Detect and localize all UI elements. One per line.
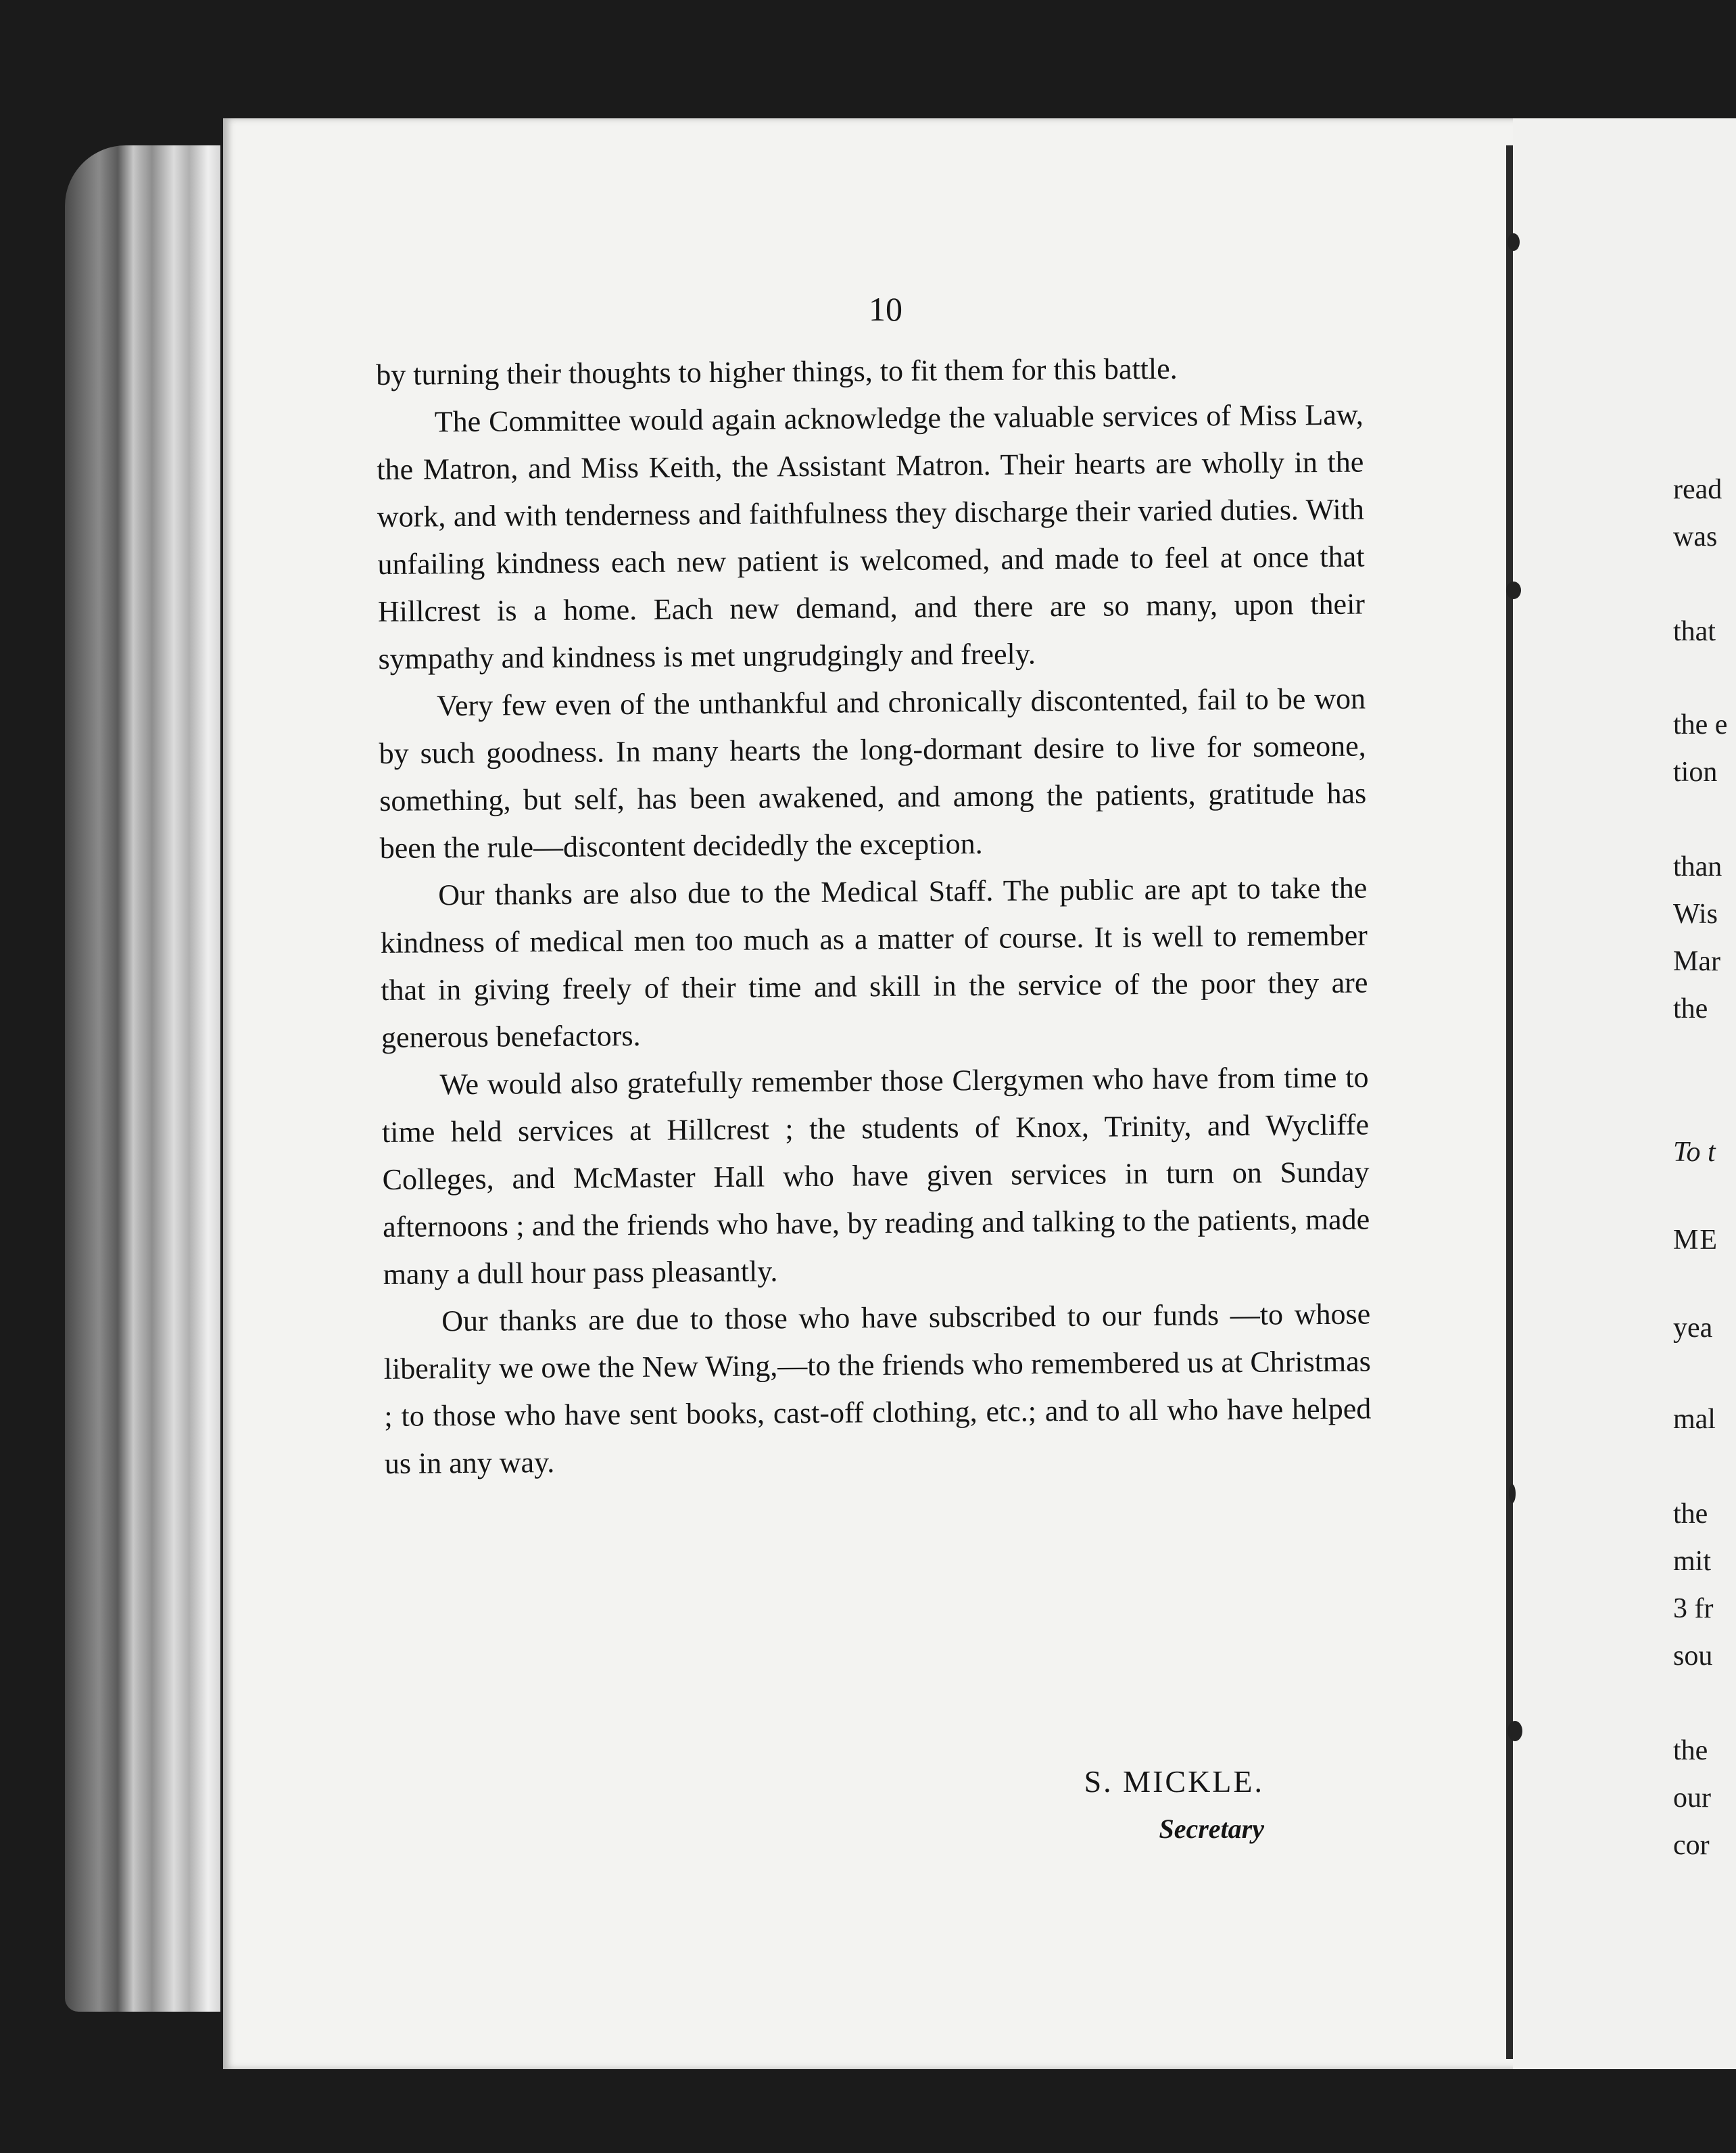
paragraph: We would also gratefully remember those Clergymen who have from time to time held services at Hillcrest ; the students of Knox, Trinity, and Wycliffe Colleges, and McMaster Hall who have given services in turn on Sunday afternoons ; and the friends who have, by reading and talking to the patients, made many a dull hour pass pleasantly.: [381, 1060, 1370, 1291]
facing-fragment: than: [1673, 851, 1722, 882]
facing-fragment: tion: [1673, 757, 1718, 788]
facing-fragment: yea: [1673, 1312, 1713, 1344]
paragraph: by turning their thoughts to higher things, to fit them for this battle.: [376, 352, 1178, 392]
binding-thread-mark: [1508, 1721, 1522, 1741]
signature-block: [1007, 1758, 1264, 1853]
facing-fragment: the: [1673, 1735, 1708, 1766]
facing-fragment: read: [1673, 474, 1722, 505]
facing-fragment: Wis: [1673, 899, 1718, 930]
facing-fragment: the e: [1673, 709, 1728, 740]
facing-fragment: 3 fr: [1673, 1593, 1714, 1624]
right-page: [1513, 118, 1736, 2069]
facing-fragment: that: [1673, 616, 1716, 647]
facing-fragment: mal: [1673, 1404, 1716, 1435]
facing-fragment: ME: [1673, 1225, 1718, 1256]
body-text: [376, 344, 1372, 1488]
facing-fragment: Mar: [1673, 946, 1720, 977]
page-edges: [65, 145, 220, 2012]
paragraph: Very few even of the unthankful and chronically discontented, fail to be won by such goodness. In many hearts the long-dormant desire to live for someone, something, but self, has been awakened, and among the patients, gratitude has been the rule—discontent decidedly the exception.: [379, 682, 1367, 865]
facing-fragment: To t: [1673, 1137, 1716, 1168]
signatory-title: Secretary: [1159, 1814, 1264, 1844]
facing-fragment: was: [1673, 521, 1718, 552]
paragraph: Our thanks are due to those who have subscribed to our funds —to whose liberality we owe the New Wing,—to the friends who remembered us at Christmas ; to those who have sent books, cast-off clothing, etc.; and to all who have helped us in any way.: [383, 1297, 1372, 1480]
signatory-name: S. MICKLE.: [1084, 1764, 1264, 1799]
page-number: 10: [869, 290, 902, 328]
facing-fragment: our: [1673, 1782, 1711, 1814]
facing-fragment: the: [1673, 1498, 1708, 1530]
book-gutter: [1506, 145, 1513, 2059]
facing-fragment: the: [1673, 993, 1708, 1024]
facing-fragment: cor: [1673, 1830, 1710, 1861]
binding-thread-mark: [1506, 582, 1521, 599]
paragraph: The Committee would again acknowledge the valuable services of Miss Law, the Matron, and Miss Keith, the Assistant Matron. Their hearts are wholly in the work, and with tenderness and faithfulness they discharge their varied duties. With unfailing kindness each new patient is welcomed, and made to feel at once that Hillcrest is a home. Each new demand, and there are so many, upon their sympathy and kindness is met ungrudgingly and freely.: [377, 398, 1366, 676]
paragraph: Our thanks are also due to the Medical Staff. The public are apt to take the kindness of medical men too much as a matter of course. It is well to remember that in giving freely of their time and skill in the service of the poor they are generous benefactors.: [380, 871, 1368, 1054]
facing-fragment: sou: [1673, 1640, 1713, 1672]
binding-thread-mark: [1508, 233, 1520, 251]
facing-fragment: mit: [1673, 1546, 1712, 1577]
binding-thread-mark: [1509, 1484, 1516, 1503]
